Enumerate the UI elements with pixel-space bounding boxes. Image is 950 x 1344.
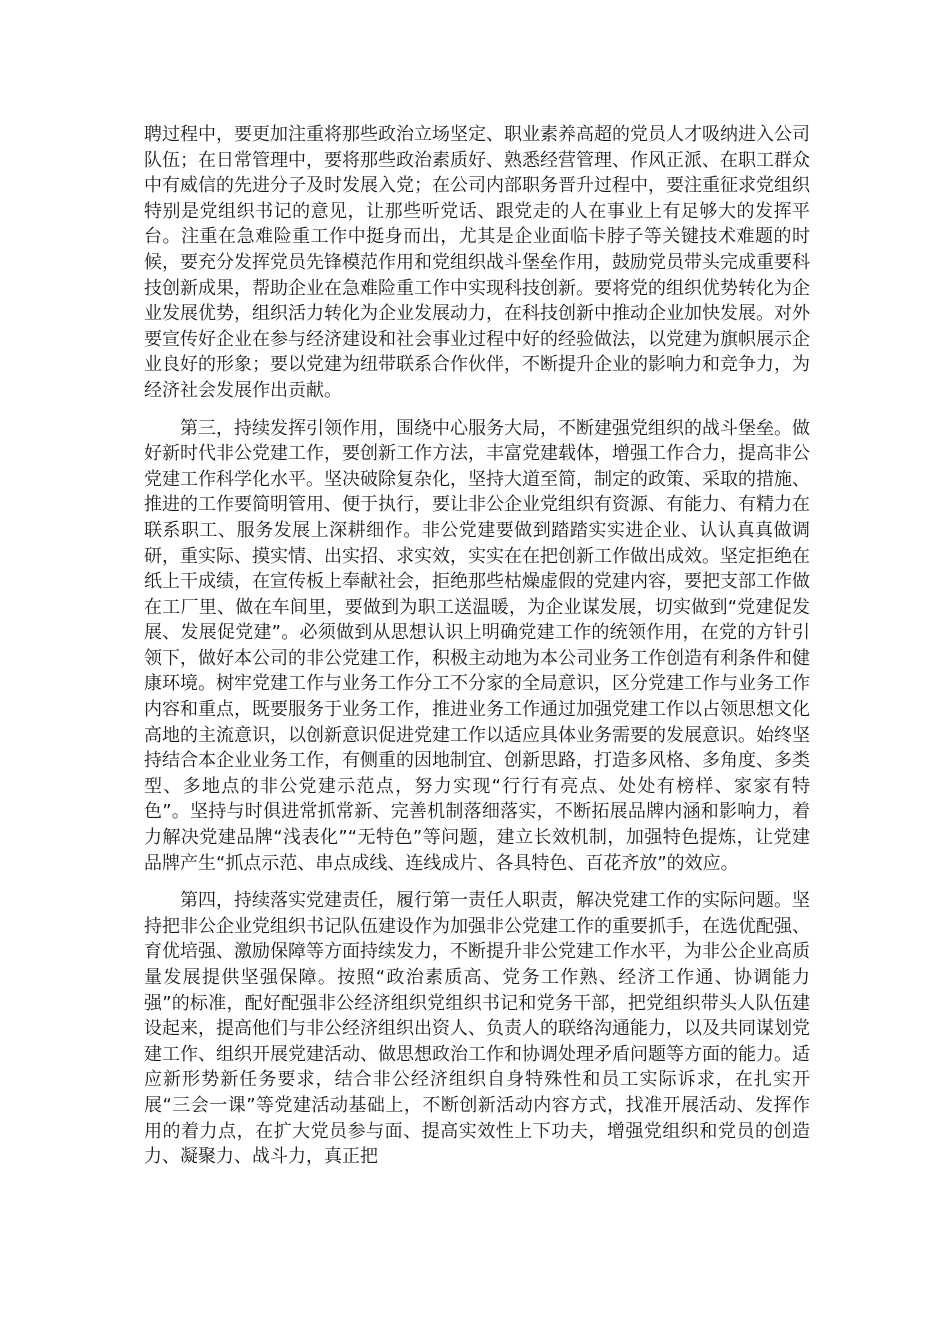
document-page xyxy=(144,122,810,1170)
paragraph-third: 第三，持续发挥引领作用，围绕中心服务大局，不断建强党组织的战斗堡垒。做好新时代非公党建工作，要创新工作方法，丰富党建载体，增强工作合力，提高非公党建工作科学化水平。坚决破除复杂化，坚持大道至简，制定的政策、采取的措施、推进的工作要简明管用、便于执行，要让非公企业党组织有资源、有能力、有精力在联系职工、服务发展上深耕细作。非公党建要做到踏踏实实进企业、认认真真做调研，重实际、摸实情、出实招、求实效，实实在在把创新工作做出成效。坚定拒绝在纸上干成绩，在宣传板上奉献社会，拒绝那些枯燥虚假的党建内容，要把支部工作做在工厂里、做在车间里，要做到为职工送温暖，为企业谋发展，切实做到“党建促发展、发展促党建”。必须做到从思想认识上明确党建工作的统领作用，在党的方针引领下，做好本公司的非公党建工作，积极主动地为本公司业务工作创造有利条件和健康环境。树牢党建工作与业务工作分工不分家的全局意识，区分党建工作与业务工作内容和重点，既要服务于业务工作，推进业务工作通过加强党建工作以占领思想文化高地的主流意识，以创新意识促进党建工作以适应具体业务需要的发展意识。始终坚持结合本企业业务工作，有侧重的因地制宜、创新思路，打造多风格、多角度、多类型、多地点的非公党建示范点，努力实现“行行有亮点、处处有榜样、家家有特色”。坚持与时俱进常抓常新、完善机制落细落实，不断拓展品牌内涵和影响力，着力解决党建品牌“浅表化”“无特色”等问题，建立长效机制，加强特色提炼，让党建品牌产生“抓点示范、串点成线、连线成片、各具特色、百花齐放”的效应。 xyxy=(144,417,810,874)
paragraph-fourth: 第四，持续落实党建责任，履行第一责任人职责，解决党建工作的实际问题。坚持把非公企业党组织书记队伍建设作为加强非公党建工作的重要抓手，在选优配强、育优培强、激励保障等方面持续发力，不断提升非公党建工作水平，为非公企业高质量发展提供坚强保障。按照“政治素质高、党务工作熟、经济工作通、协调能力强”的标准，配好配强非公经济组织党组织书记和党务干部，把党组织带头人队伍建设起来，提高他们与非公经济组织出资人、负责人的联络沟通能力，以及共同谋划党建工作、组织开展党建活动、做思想政治工作和协调处理矛盾问题等方面的能力。适应新形势新任务要求，结合非公经济组织自身特殊性和员工实际诉求，在扎实开展“三会一课”等党建活动基础上，不断创新活动内容方式，找准开展活动、发挥作用的着力点，在扩大党员参与面、提高实效性上下功夫，增强党组织和党员的创造力、凝聚力、战斗力，真正把 xyxy=(144,890,810,1168)
paragraph-continuation: 聘过程中，要更加注重将那些政治立场坚定、职业素养高超的党员人才吸纳进入公司队伍；在日常管理中，要将那些政治素质好、熟悉经营管理、作风正派、在职工群众中有威信的先进分子及时发展入党；在公司内部职务晋升过程中，要注重征求党组织特别是党组织书记的意见，让那些听党话、跟党走的人在事业上有足够大的发挥平台。注重在急难险重工作中挺身而出，尤其是企业面临卡脖子等关键技术难题的时候，要充分发挥党员先锋模范作用和党组织战斗堡垒作用，鼓励党员带头完成重要科技创新成果，帮助企业在急难险重工作中实现科技创新。要将党的组织优势转化为企业发展优势，组织活力转化为企业发展动力，在科技创新中推动企业加快发展。对外要宣传好企业在参与经济建设和社会事业过程中好的经验做法，以党建为旗帜展示企业良好的形象；要以党建为纽带联系合作伙伴，不断提升企业的影响力和竞争力，为经济社会发展作出贡献。 xyxy=(144,124,810,401)
